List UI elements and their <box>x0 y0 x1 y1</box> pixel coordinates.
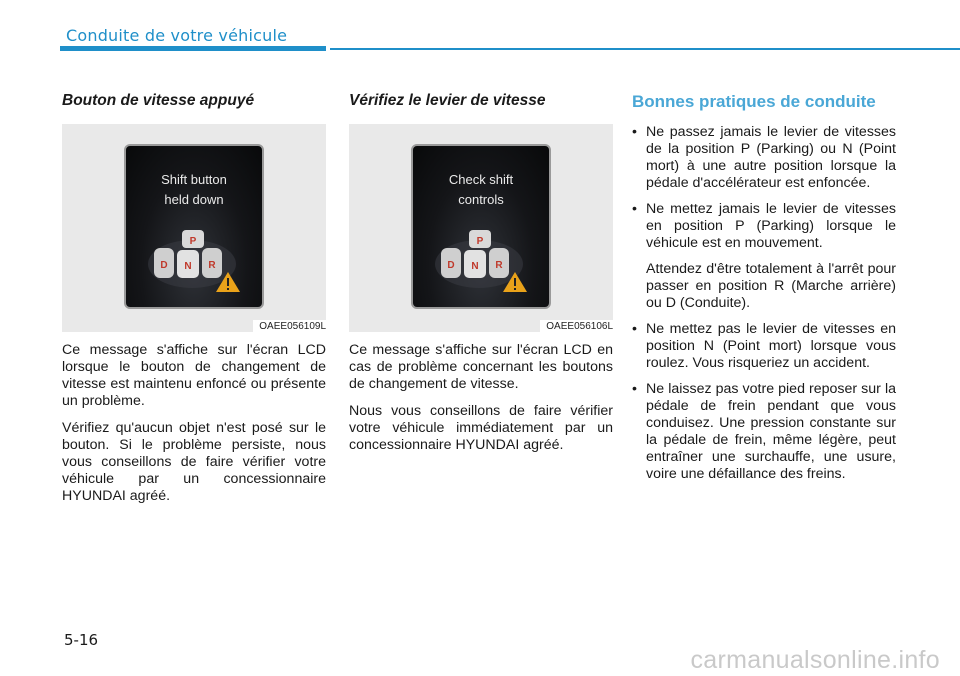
list-item: • Ne mettez pas le levier de vitesses en position N (Point mort) lorsque vous roulez. Vous risqueriez un accident. <box>632 321 896 372</box>
section-shift-button <box>62 92 326 505</box>
list-item: • Ne passez jamais le levier de vitesses de la position P (Parking) ou N (Point mort) à une autre position lorsque la pédale d'accélérateur est enfoncée. <box>632 124 896 192</box>
shift-buttons-icon <box>435 224 531 294</box>
key-p-label: P <box>476 236 484 247</box>
header-rule-thick <box>60 46 326 51</box>
key-p-label: P <box>189 236 197 247</box>
lcd-message-line2: held down <box>164 192 224 207</box>
lcd-message-line2: controls <box>458 192 504 207</box>
key-r-label: R <box>208 260 216 271</box>
section-title: Vérifiez le levier de vitesse <box>349 92 546 109</box>
key-d-label: D <box>447 260 455 271</box>
list-item-note: Attendez d'être totalement à l'arrêt pour passer en position R (Marche arrière) ou D (Conduite). <box>646 261 896 311</box>
key-r-label: R <box>495 260 503 271</box>
section-check-shift <box>349 92 613 454</box>
lcd-screen <box>411 144 551 309</box>
section-good-practices <box>632 92 896 492</box>
paragraph: Ce message s'affiche sur l'écran LCD en cas de problème concernant les boutons de changement de vitesse. <box>349 342 613 392</box>
shift-buttons-icon <box>148 224 244 294</box>
chapter-title: Conduite de votre véhicule <box>66 26 288 45</box>
figure-code: OAEE056109L <box>253 320 326 332</box>
list-item: • Ne laissez pas votre pied reposer sur la pédale de frein pendant que vous conduisez. Une pression constante sur la pédale de frein, même légère, peut entraîner une surchauffe, une usure, voire une défaillance des freins. <box>632 381 896 483</box>
key-n-label: N <box>471 261 479 272</box>
section-title: Bonnes pratiques de conduite <box>632 92 876 111</box>
key-n-label: N <box>184 261 192 272</box>
lcd-screen <box>124 144 264 309</box>
paragraph: Vérifiez qu'aucun objet n'est posé sur le bouton. Si le problème persiste, nous vous conseillons de faire vérifier votre véhicule par un concessionnaire HYUNDAI agréé. <box>62 420 326 504</box>
page-number: 5-16 <box>64 631 99 649</box>
paragraph: Nous vous conseillons de faire vérifier votre véhicule immédiatement par un concessionnaire HYUNDAI agréé. <box>349 403 613 453</box>
practice-list <box>632 124 896 483</box>
key-d-label: D <box>160 260 168 271</box>
lcd-message-line1: Check shift <box>448 172 514 187</box>
watermark: carmanualsonline.info <box>690 646 940 674</box>
lcd-message-line1: Shift button <box>161 172 227 187</box>
section-title: Bouton de vitesse appuyé <box>62 92 255 109</box>
list-item: • Ne mettez jamais le levier de vitesses en position P (Parking) lorsque le véhicule est en mouvement. Attendez d'être totalement à l'arrêt pour passer en position R (Marche arrière) ou D (Conduite). <box>632 201 896 312</box>
lcd-figure <box>349 124 613 332</box>
lcd-figure <box>62 124 326 332</box>
figure-code: OAEE056106L <box>540 320 613 332</box>
header-rule-thin <box>330 48 960 50</box>
paragraph: Ce message s'affiche sur l'écran LCD lorsque le bouton de changement de vitesse est maintenu enfoncé ou présente un problème. <box>62 342 326 409</box>
